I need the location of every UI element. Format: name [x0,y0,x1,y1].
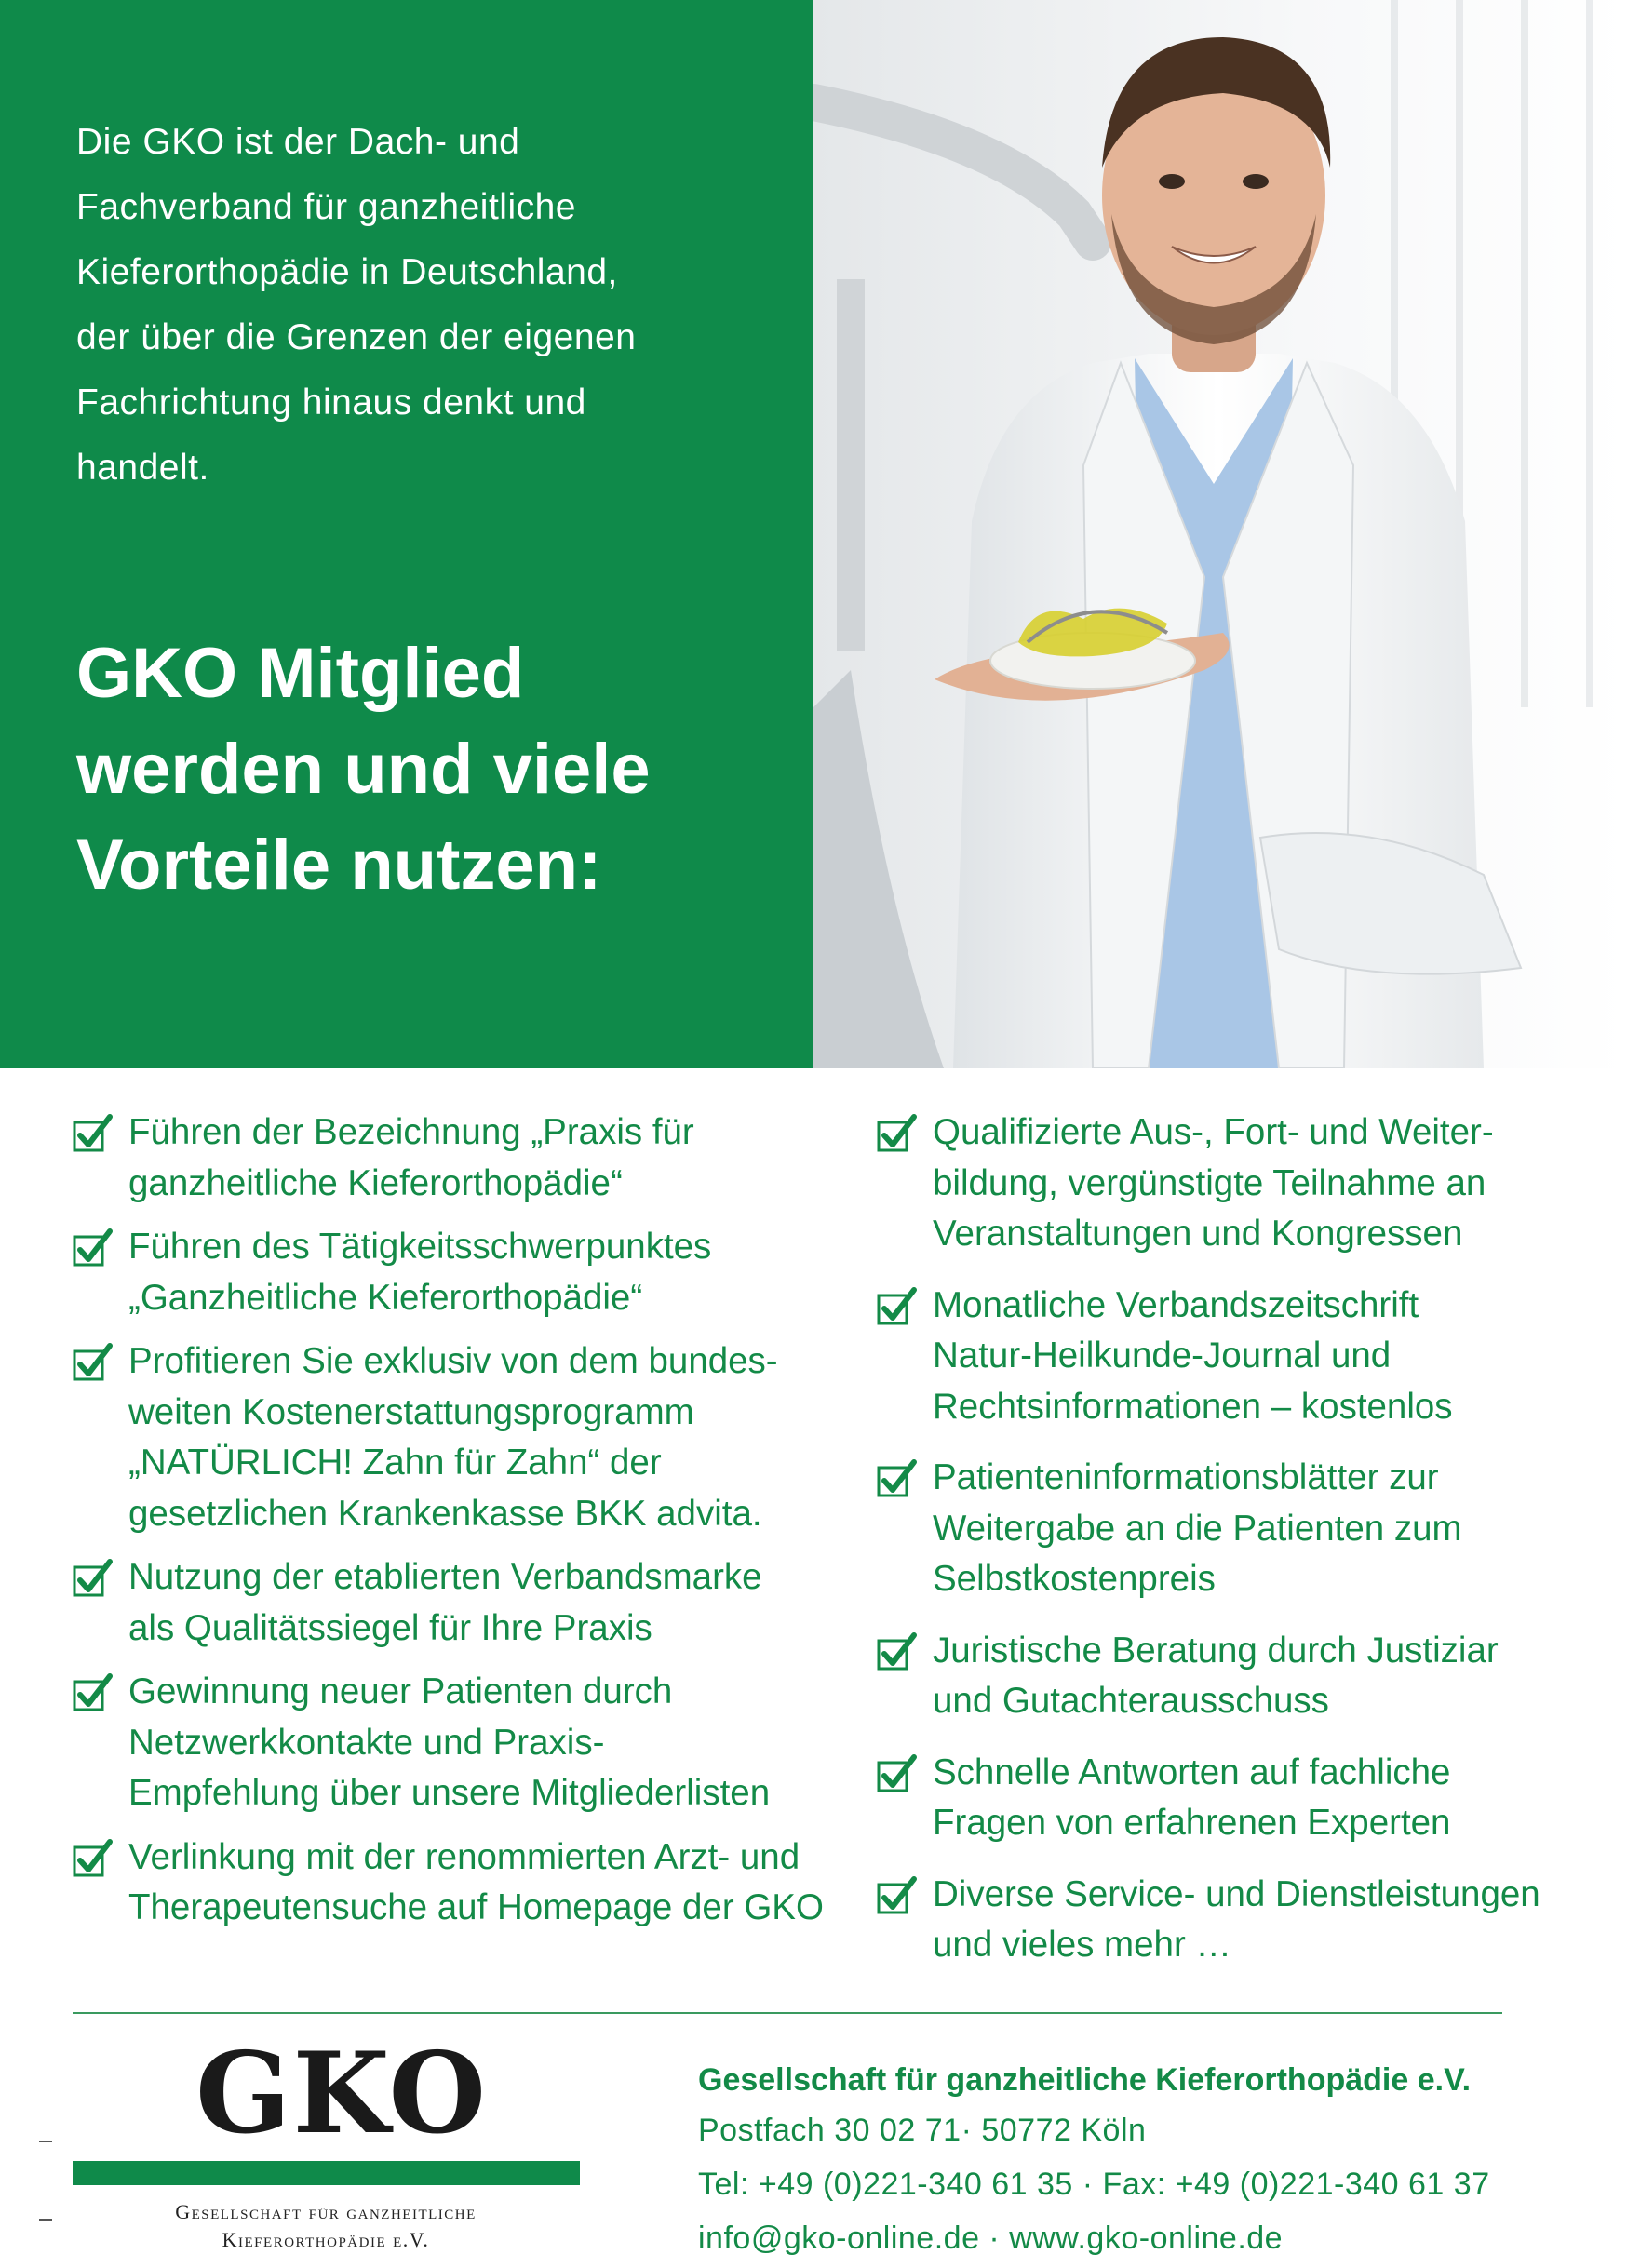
benefit-text: Führen des Tätigkeitsschwerpunktes „Ganzheitliche Kieferorthopädie“ [128,1227,712,1318]
benefit-text: Diverse Service- und Dienstleistungen und vieles mehr … [933,1873,1540,1965]
list-item [877,1626,1603,1727]
list-item [73,1107,836,1209]
benefit-text: Profitieren Sie exklusiv von dem bundes- weiten Kostenerstattungsprogramm „NATÜRLICH! Zahn für Zahn“ der gesetzlichen Krankenkasse BKK advita. [128,1341,778,1534]
postal-address: Postfach 30 02 71· 50772 Köln [698,2113,1147,2148]
benefit-text: Juristische Beratung durch Justiziar und Gutachterausschuss [933,1630,1499,1721]
list-item [73,1222,836,1323]
contact-block [698,2057,1592,2265]
list-item [877,1107,1603,1260]
list-item [877,1281,1603,1433]
benefit-text: Verlinkung mit der renommierten Arzt- und Therapeutensuche auf Homepage der GKO [128,1836,824,1927]
organization-name: Gesellschaft für ganzheitliche Kieferorthopädie e.V. [698,2062,1472,2098]
checkbox-checkmark-icon [73,1228,114,1268]
benefit-text: Gewinnung neuer Patienten durch Netzwerkkontakte und Praxis- Empfehlung über unsere Mitgliederlisten [128,1671,771,1813]
crop-mark [39,2141,52,2142]
benefit-text: Schnelle Antworten auf fachliche Fragen von erfahrenen Experten [933,1751,1451,1843]
footer-divider [73,2012,1502,2014]
list-item [73,1667,836,1819]
hero-section [0,0,1627,1068]
benefit-text: Nutzung der etablierten Verbandsmarke als Qualitätssiegel für Ihre Praxis [128,1557,762,1648]
checkbox-checkmark-icon [877,1631,918,1672]
checkbox-checkmark-icon [73,1672,114,1713]
intro-text: Die GKO ist der Dach- und Fachverband für ganzheitliche Kieferorthopädie in Deutschland, der über die Grenzen der eigenen Fachrichtung hinaus denkt und handelt. [76,122,637,488]
headline: GKO Mitglied werden und viele Vorteile nutzen: [76,634,651,905]
list-item [73,1552,836,1654]
logo-green-bar [73,2161,580,2185]
checkbox-checkmark-icon [877,1875,918,1916]
phone-fax: Tel: +49 (0)221-340 61 35 · Fax: +49 (0)221-340 61 37 [698,2167,1490,2202]
logo-tagline-line1: Gesellschaft für ganzheitliche [175,2200,477,2223]
gko-logo-wordmark: GKO [195,2028,489,2159]
crop-mark [39,2219,52,2221]
list-item [877,1453,1603,1605]
green-intro-panel [0,0,814,1068]
dentist-photo [814,0,1627,1068]
checkbox-checkmark-icon [877,1753,918,1794]
email-website: info@gko-online.de · www.gko-online.de [698,2221,1284,2256]
list-item [73,1336,836,1539]
checkbox-checkmark-icon [877,1113,918,1154]
checkbox-checkmark-icon [73,1113,114,1154]
list-item [73,1832,836,1934]
benefits-list-left [73,1107,836,1934]
benefits-list-right [877,1107,1603,1971]
benefit-text: Monatliche Verbandszeitschrift Natur-Heilkunde-Journal und Rechtsinformationen – kostenlos [933,1284,1453,1427]
logo-tagline-line2: Kieferorthopädie e.V. [222,2228,430,2251]
checkbox-checkmark-icon [73,1838,114,1879]
benefit-text: Patienteninformationsblätter zur Weitergabe an die Patienten zum Selbstkostenpreis [933,1457,1462,1599]
checkbox-checkmark-icon [877,1458,918,1499]
benefit-text: Führen der Bezeichnung „Praxis für ganzheitliche Kieferorthopädie“ [128,1112,694,1203]
list-item [877,1870,1603,1971]
checkbox-checkmark-icon [877,1286,918,1327]
checkbox-checkmark-icon [73,1558,114,1599]
benefit-text: Qualifizierte Aus-, Fort- und Weiter- bildung, vergünstigte Teilnahme an Veranstaltungen und Kongressen [933,1112,1494,1254]
list-item [877,1748,1603,1849]
checkbox-checkmark-icon [73,1342,114,1383]
